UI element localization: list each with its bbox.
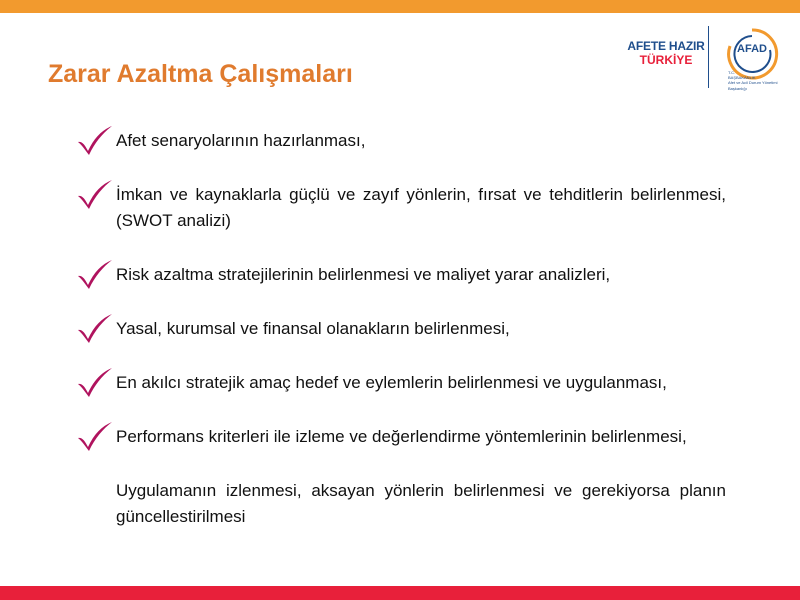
- checkmark-icon: [76, 312, 114, 344]
- list-item: [82, 478, 726, 530]
- top-accent-bar: [0, 0, 800, 13]
- checkmark-icon: [76, 420, 114, 452]
- logo-caption: [728, 70, 788, 91]
- slide-title: Zarar Azaltma Çalışmaları: [48, 60, 353, 88]
- list-item: [82, 316, 726, 342]
- logo-caption-line: T.C.: [728, 70, 736, 75]
- afete-hazir-logo: [626, 40, 706, 66]
- bullet-list: [82, 128, 726, 530]
- list-item: [82, 262, 726, 288]
- bullet-text: Risk azaltma stratejilerinin belirlenmesi ve maliyet yarar analizleri,: [116, 265, 611, 284]
- logo-line-1: AFETE HAZIR: [627, 39, 705, 53]
- bullet-text: Performans kriterleri ile izleme ve değerlendirme yöntemlerinin belirlenmesi,: [116, 427, 687, 446]
- emblem-text: AFAD: [737, 43, 767, 55]
- checkmark-icon: [76, 124, 114, 156]
- bullet-text: İmkan ve kaynaklarla güçlü ve zayıf yönlerin, fırsat ve tehditlerin belirlenmesi, (SWOT analizi): [116, 185, 726, 230]
- bullet-text: Afet senaryolarının hazırlanması,: [116, 131, 366, 150]
- logo-caption-line: Afet ve Acil Durum Yönetimi Başkanlığı: [728, 80, 778, 91]
- logo-divider: [708, 26, 709, 88]
- list-item: [82, 370, 726, 396]
- checkmark-icon: [76, 258, 114, 290]
- list-item: [82, 182, 726, 234]
- bullet-text: En akılcı stratejik amaç hedef ve eylemlerin belirlenmesi ve uygulanması,: [116, 373, 667, 392]
- bottom-accent-bar: [0, 586, 800, 600]
- bullet-text: Uygulamanın izlenmesi, aksayan yönlerin belirlenmesi ve gerekiyorsa planın güncellestirilmesi: [116, 481, 726, 526]
- bullet-text: Yasal, kurumsal ve finansal olanakların belirlenmesi,: [116, 319, 510, 338]
- checkmark-icon: [76, 366, 114, 398]
- checkmark-icon: [76, 178, 114, 210]
- list-item: [82, 424, 726, 450]
- logo-caption-line: BAŞBAKANLIK: [728, 75, 756, 81]
- afad-logo: [626, 26, 790, 90]
- logo-line-2: TÜRKİYE: [639, 53, 693, 67]
- list-item: [82, 128, 726, 154]
